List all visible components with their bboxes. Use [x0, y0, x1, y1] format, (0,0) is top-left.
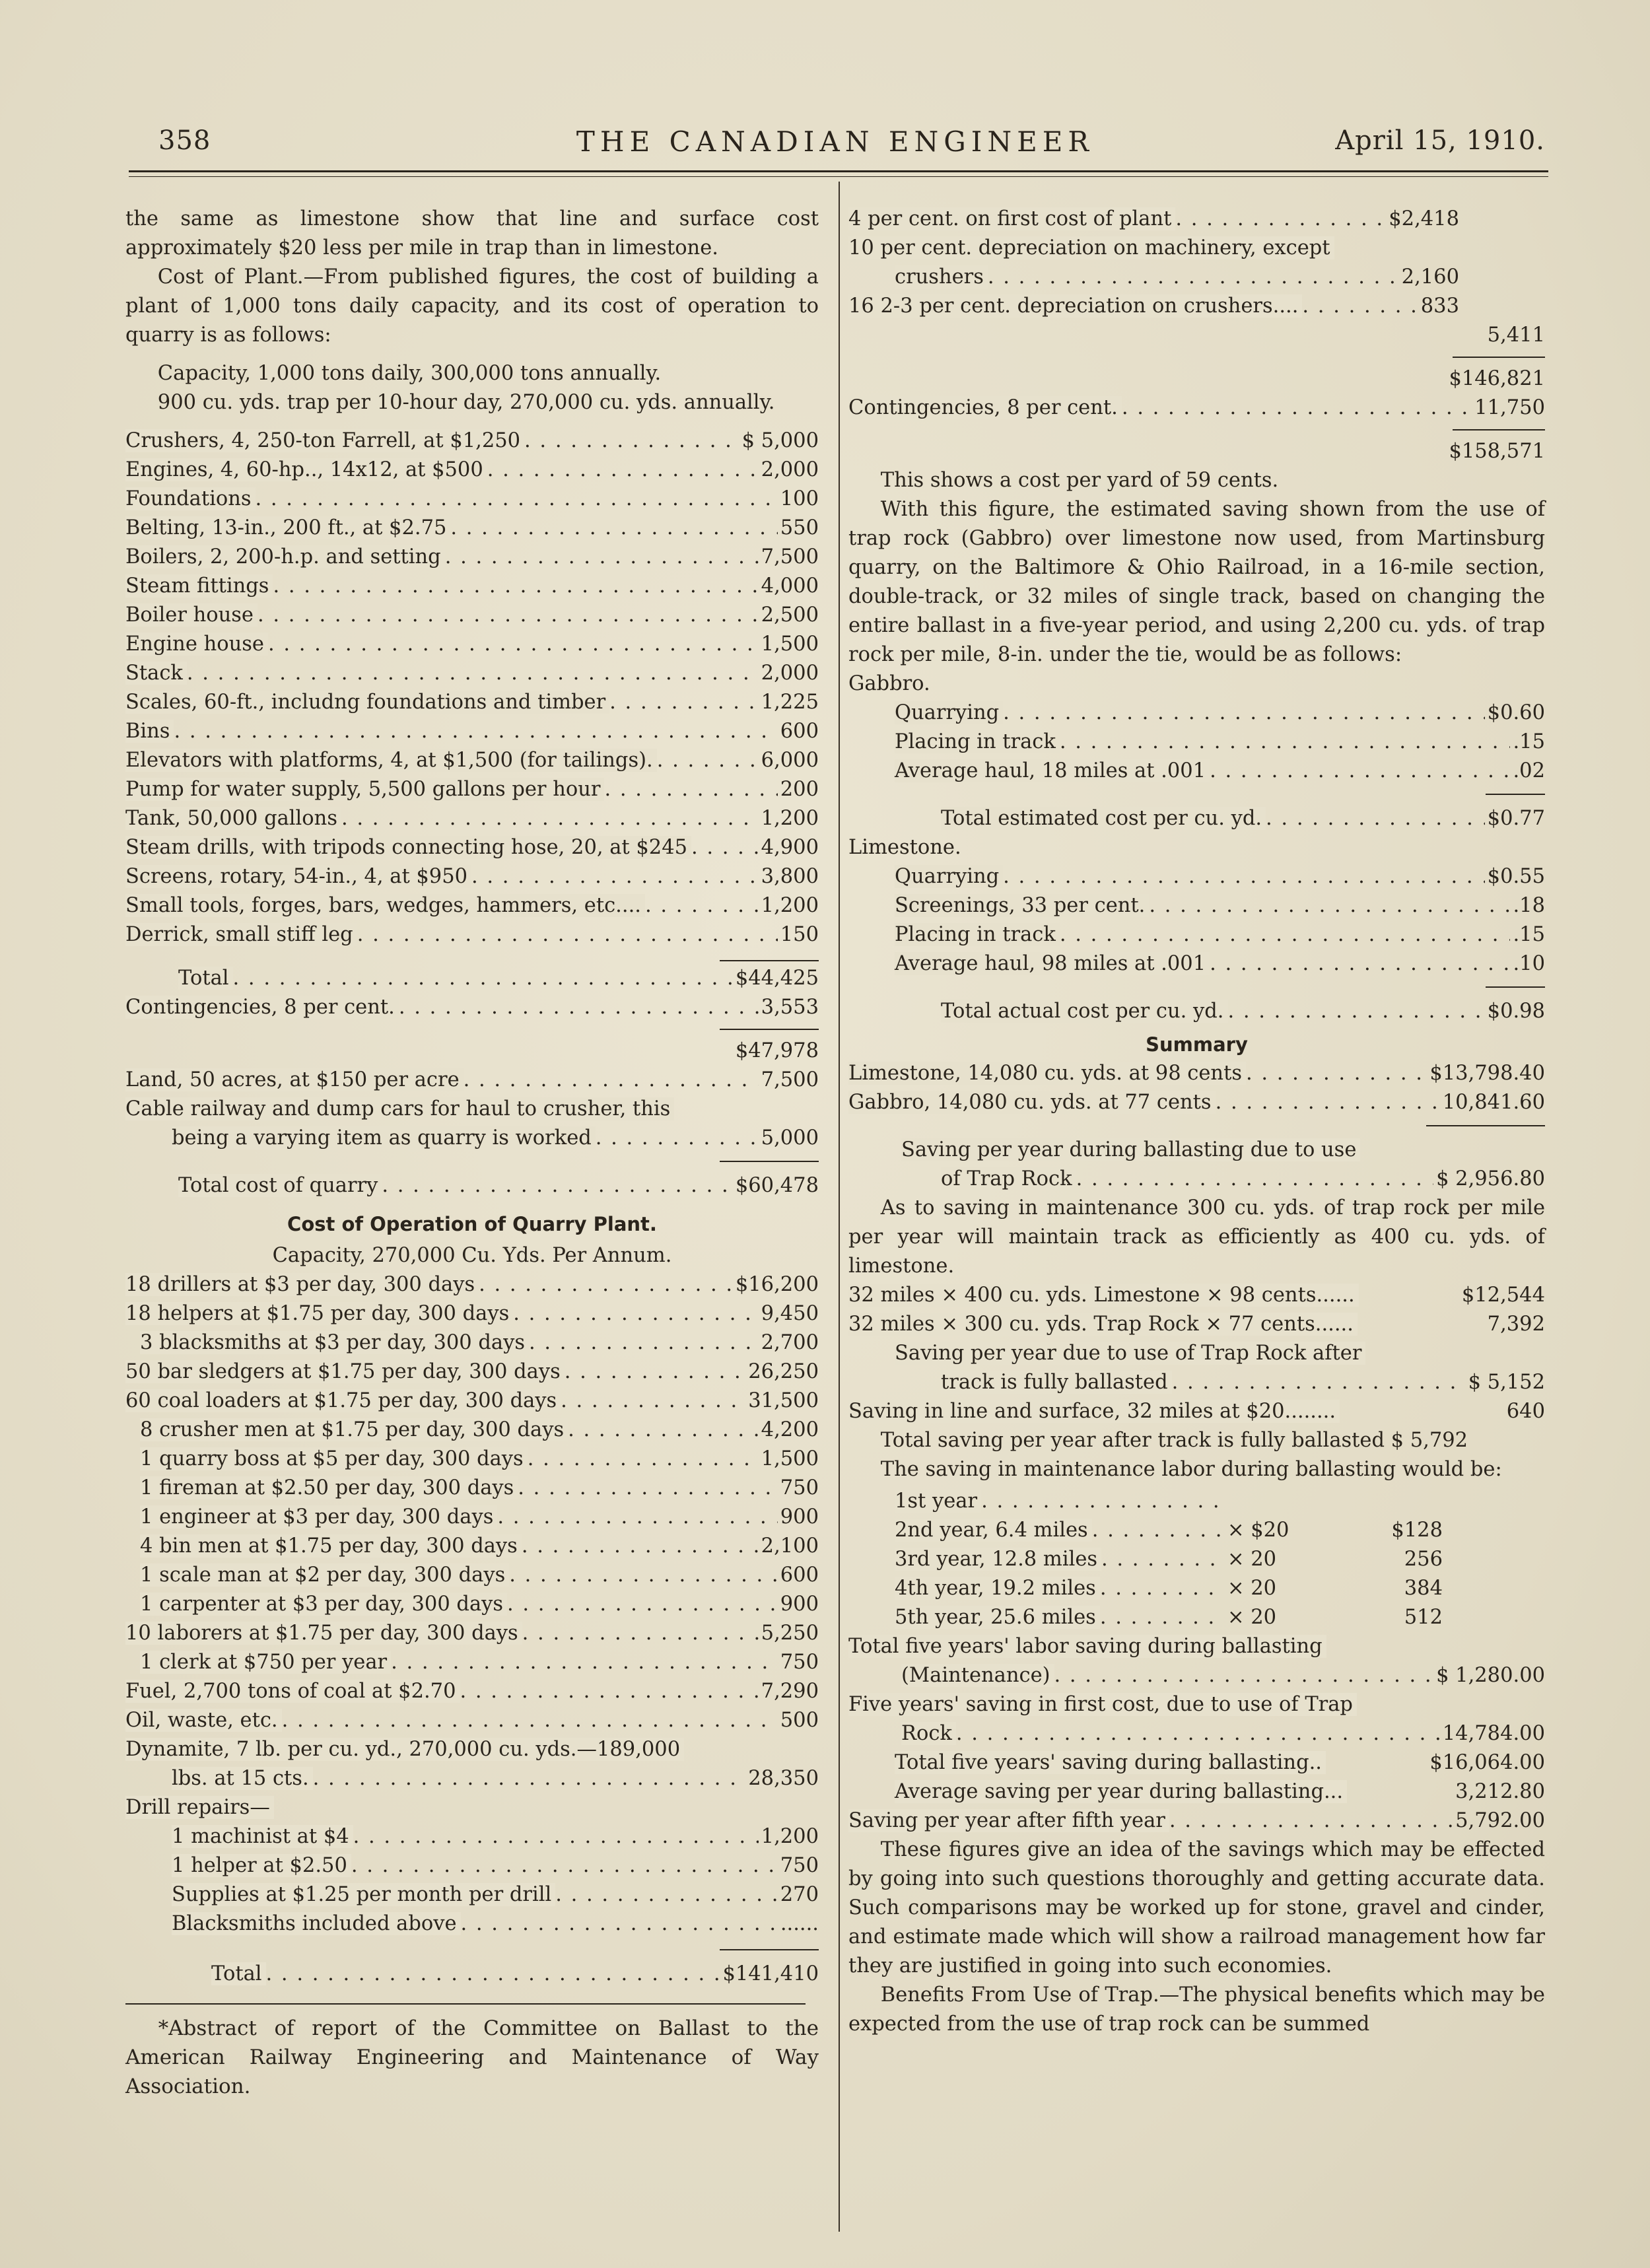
table-row: [848, 728, 1545, 757]
line-surface-amount: 640: [1506, 1400, 1545, 1423]
row-amount: 9,450: [761, 1302, 819, 1325]
row-calc: × 20: [1227, 1577, 1277, 1600]
row-label: Screenings, 33 per cent.: [895, 894, 1149, 917]
gabbro-total-amount: $0.77: [1487, 807, 1545, 830]
row-label: 1 fireman at $2.50 per day, 300 days: [140, 1476, 518, 1499]
table-row: [125, 833, 819, 862]
row-label: Average haul, 18 miles at .001: [895, 759, 1210, 782]
row-label: 1st year: [895, 1490, 981, 1513]
op-total-row: [125, 1960, 819, 1989]
benefits-paragraph: Benefits From Use of Trap.—The physical benefits which may be expected from the use of trap rock can be summed: [848, 1983, 1545, 2036]
total-quarry-amount: $60,478: [735, 1174, 819, 1197]
depreciation-table: [848, 205, 1545, 321]
maintenance-paragraph: As to saving in maintenance 300 cu. yds. of trap rock per mile per year will maintain track as efficiently as 400 cu. yds. of limestone.: [848, 1196, 1545, 1278]
row-label: Stack: [125, 662, 187, 685]
row-amount: 256: [1404, 1548, 1443, 1571]
table-row: [848, 263, 1545, 292]
row-label: Screens, rotary, 54-in., 4, at $950: [125, 865, 471, 888]
row-amount: 2,000: [761, 662, 819, 685]
line-surface-row: [848, 1397, 1545, 1426]
table-row: [848, 920, 1545, 949]
row-label: 3 blacksmiths at $3 per day, 300 days: [140, 1331, 529, 1354]
sub2-row: [848, 364, 1545, 394]
drill-repairs-label: Drill repairs—: [125, 1796, 274, 1819]
row-amount: 2,100: [761, 1534, 819, 1558]
row-amount: .15: [1513, 923, 1545, 946]
row-label: Bins: [125, 720, 174, 743]
operation-cost-table: [125, 1270, 819, 1735]
after-fifth-label: Saving per year after fifth year: [848, 1809, 1169, 1832]
table-row: [848, 862, 1545, 891]
gabbro-table: [848, 699, 1545, 786]
row-label: 18 helpers at $1.75 per day, 300 days: [125, 1302, 513, 1325]
summary-heading: Summary: [1146, 1033, 1248, 1056]
five-labor-row-1: [848, 1632, 1545, 1661]
sum-rule: [1486, 986, 1545, 988]
sub3-row: [848, 437, 1545, 466]
row-amount: 7,392: [1487, 1313, 1545, 1336]
row-amount: 1,225: [761, 691, 819, 714]
table-row: [125, 920, 819, 949]
table-row: [125, 1270, 819, 1299]
table-row: [125, 1328, 819, 1357]
saving-row-2: [848, 1165, 1545, 1194]
row-calc: × $20: [1227, 1519, 1289, 1542]
table-row: [848, 1281, 1545, 1310]
table-row: [125, 717, 819, 746]
row-amount: 900: [780, 1593, 819, 1616]
table-row: [125, 1909, 819, 1939]
drill-repairs-row: [125, 1793, 819, 1822]
gabbro-total-label: Total estimated cost per cu. yd.: [941, 807, 1266, 830]
capacity-line-2: 900 cu. yds. trap per 10-hour day, 270,000 cu. yds. annually.: [157, 391, 775, 414]
row-label: 4 bin men at $1.75 per day, 300 days: [140, 1534, 522, 1558]
table-row: [125, 601, 819, 630]
dynamite-row-2: [125, 1764, 819, 1793]
row-label: 10 laborers at $1.75 per day, 300 days: [125, 1622, 522, 1645]
row-amount: 2,000: [761, 458, 819, 481]
row-label: Small tools, forges, bars, wedges, hammers, etc....: [125, 894, 645, 917]
row-label: Supplies at $1.25 per month per drill: [172, 1883, 555, 1906]
table-row: [125, 688, 819, 717]
table-row: [125, 1387, 819, 1416]
row-label: crushers: [895, 265, 988, 289]
row-amount: 4,000: [761, 574, 819, 598]
plant-total-label: Total: [178, 967, 233, 990]
table-row: [848, 1059, 1545, 1088]
row-calc: × 20: [1227, 1606, 1277, 1629]
row-amount: $12,544: [1461, 1284, 1545, 1307]
row-amount: 1,200: [761, 894, 819, 917]
plant-cost-table: [125, 427, 819, 949]
limestone-total-row: [848, 997, 1545, 1026]
column-divider: [839, 182, 840, 2232]
table-row: [125, 630, 819, 659]
limestone-table: [848, 862, 1545, 979]
row-amount: $13,798.40: [1429, 1062, 1545, 1085]
total-quarry-label: Total cost of quarry: [178, 1174, 382, 1197]
row-amount: 4,200: [761, 1418, 819, 1441]
cable-label-1: Cable railway and dump cars for haul to crusher, this: [125, 1097, 674, 1120]
cable-amount: 5,000: [761, 1126, 819, 1150]
five-first-label-1: Five years' saving in first cost, due to use of Trap: [848, 1693, 1357, 1716]
row-label: Foundations: [125, 487, 256, 510]
cable-row-2: [125, 1124, 819, 1153]
row-amount: .18: [1513, 894, 1545, 917]
plant-total-amount: $44,425: [735, 967, 819, 990]
limestone-total-label: Total actual cost per cu. yd.: [941, 1000, 1228, 1023]
contingencies-right-label: Contingencies, 8 per cent.: [848, 396, 1122, 419]
saving-amount: $ 2,956.80: [1436, 1167, 1545, 1190]
row-amount: .02: [1513, 759, 1545, 782]
row-label: 4th year, 19.2 miles: [895, 1577, 1100, 1600]
sum-rule: [1486, 794, 1545, 795]
table-row: [125, 1851, 819, 1880]
row-amount: 500: [780, 1709, 819, 1732]
left-column: [125, 205, 819, 2101]
contingencies-amount: 3,553: [761, 996, 819, 1019]
row-amount: $16,200: [735, 1273, 819, 1296]
avg-row: [848, 1777, 1545, 1806]
dynamite-label-2: lbs. at 15 cts.: [172, 1767, 313, 1790]
table-row: [125, 1532, 819, 1561]
cable-label-2: being a varying item as quarry is worked: [172, 1126, 596, 1150]
row-label: 1 scale man at $2 per day, 300 days: [140, 1564, 509, 1587]
footnote: *Abstract of report of the Committee on Ballast to the American Railway Engineering and Maintenance of Way Association.: [125, 2016, 819, 2098]
row-amount: 833: [1420, 294, 1459, 318]
table-row: [125, 1822, 819, 1851]
saving-row-1: [848, 1136, 1545, 1165]
row-amount: 750: [780, 1854, 819, 1877]
row-label: Scales, 60-ft., includng foundations and timber: [125, 691, 609, 714]
table-row: [848, 1088, 1545, 1117]
table-row: [848, 234, 1545, 263]
table-row: [848, 1487, 1443, 1516]
table-row: [848, 1516, 1443, 1545]
row-amount: 2,500: [761, 603, 819, 627]
total-saving-line: Total saving per year after track is fully ballasted $ 5,792: [880, 1429, 1468, 1452]
row-amount: $2,418: [1389, 207, 1459, 230]
row-label: Crushers, 4, 250-ton Farrell, at $1,250: [125, 429, 524, 452]
table-row: [125, 1590, 819, 1619]
table-row: [125, 1299, 819, 1328]
row-label: Steam fittings: [125, 574, 273, 598]
op-total-amount: $141,410: [722, 1962, 819, 1985]
table-row: [125, 1445, 819, 1474]
total-quarry-row: [125, 1171, 819, 1200]
row-label: Placing in track: [895, 923, 1060, 946]
intro-paragraph: the same as limestone show that line and surface cost approximately $20 less per mile in trap than in limestone.: [125, 207, 819, 259]
row-label: Quarrying: [895, 701, 1003, 724]
cable-row-1: [125, 1095, 819, 1124]
row-label: Placing in track: [895, 730, 1060, 753]
row-label: Derrick, small stiff leg: [125, 923, 357, 946]
row-amount: 750: [780, 1651, 819, 1674]
row-label: 1 carpenter at $3 per day, 300 days: [140, 1593, 507, 1616]
table-row: [125, 775, 819, 804]
five-labor-amount: $ 1,280.00: [1436, 1664, 1545, 1687]
estimate-paragraph: With this figure, the estimated saving shown from the use of trap rock (Gabbro) over limestone now used, from Martinsburg quarry, on the Baltimore & Ohio Railroad, in a 16-mile section, double-track, or 32 miles of single track, based on changing the entire ballast in a five-year period, and using 2,200 cu. yds. of trap rock per mile, 8-in. under the tie, would be as follows:: [848, 498, 1545, 666]
header-rule-thin: [129, 176, 1548, 177]
five-first-row-1: [848, 1690, 1545, 1719]
row-amount: 384: [1404, 1577, 1443, 1600]
row-amount: 600: [780, 1564, 819, 1587]
footnote-rule: [125, 2003, 806, 2005]
sum-rule: [720, 1161, 819, 1162]
row-label: 1 engineer at $3 per day, 300 days: [140, 1505, 497, 1529]
table-row: [125, 862, 819, 891]
row-amount: 550: [780, 516, 819, 539]
table-row: [848, 1603, 1443, 1632]
table-row: [848, 1574, 1443, 1603]
saving-after-row-1: [848, 1339, 1545, 1368]
row-amount: 750: [780, 1476, 819, 1499]
row-label: Average haul, 98 miles at .001: [895, 952, 1210, 975]
line-surface-label: Saving in line and surface, 32 miles at $20........: [848, 1400, 1340, 1423]
five-labor-row-2: [848, 1661, 1545, 1690]
row-amount: 1,200: [761, 807, 819, 830]
table-row: [125, 427, 819, 456]
row-amount: 4,900: [761, 836, 819, 859]
five-first-row-2: [848, 1719, 1545, 1748]
row-amount: 100: [780, 487, 819, 510]
dynamite-amount: 28,350: [748, 1767, 819, 1790]
five-first-label-2: Rock: [901, 1722, 956, 1745]
row-label: 4 per cent. on first cost of plant: [848, 207, 1175, 230]
row-label: Gabbro, 14,080 cu. yds. at 77 cents: [848, 1091, 1216, 1114]
five-total-row: [848, 1748, 1545, 1777]
row-label: Quarrying: [895, 865, 1003, 888]
op-total-label: Total: [211, 1962, 266, 1985]
dynamite-label-1: Dynamite, 7 lb. per cu. yd., 270,000 cu. yds.—189,000: [125, 1738, 684, 1761]
table-row: [125, 1561, 819, 1590]
table-row: [848, 205, 1545, 234]
row-calc: × 20: [1227, 1548, 1277, 1571]
row-label: Blacksmiths included above: [172, 1912, 461, 1935]
table-row: [125, 1648, 819, 1677]
saving-after-row-2: [848, 1368, 1545, 1397]
row-amount: 5,250: [761, 1622, 819, 1645]
saving-label-1: Saving per year during ballasting due to use: [901, 1138, 1360, 1161]
row-amount: 150: [780, 923, 819, 946]
cost-of-plant-paragraph: Cost of Plant.—From published figures, the cost of building a plant of 1,000 tons daily capacity, and its cost of operation to quarry is as follows:: [125, 265, 819, 347]
five-first-amount: 14,784.00: [1442, 1722, 1545, 1745]
row-amount: 2,700: [761, 1331, 819, 1354]
row-label: Engines, 4, 60-hp.., 14x12, at $500: [125, 458, 487, 481]
sub1-row: [848, 321, 1545, 350]
row-amount: 6,000: [761, 749, 819, 772]
drill-repairs-table: [125, 1822, 819, 1939]
sum-rule: [720, 1949, 819, 1950]
table-row: [125, 1416, 819, 1445]
table-row: [848, 292, 1545, 321]
capacity-line-1: Capacity, 1,000 tons daily, 300,000 tons annually.: [157, 362, 662, 385]
table-row: [125, 1357, 819, 1387]
limestone-label: Limestone.: [848, 836, 961, 859]
table-row: [125, 456, 819, 485]
row-label: 60 coal loaders at $1.75 per day, 300 days: [125, 1389, 561, 1412]
operation-heading: Cost of Operation of Quarry Plant.: [287, 1213, 657, 1235]
row-label: Tank, 50,000 gallons: [125, 807, 341, 830]
sum-rule: [1453, 357, 1545, 358]
row-label: 8 crusher men at $1.75 per day, 300 days: [140, 1418, 568, 1441]
row-label: 50 bar sledgers at $1.75 per day, 300 days: [125, 1360, 565, 1383]
figures-paragraph: These figures give an idea of the savings which may be effected by going into such questions thoroughly and getting accurate data. Such comparisons may be worked up for stone, gravel and cinder, and estimate made which will show a railroad management how far they are justified in going into such economies.: [848, 1838, 1545, 1977]
journal-title: THE CANADIAN ENGINEER: [576, 125, 1095, 158]
row-amount: $0.60: [1487, 701, 1545, 724]
row-label: Engine house: [125, 633, 268, 656]
row-label: Boiler house: [125, 603, 258, 627]
row-label: 32 miles × 300 cu. yds. Trap Rock × 77 cents......: [848, 1313, 1358, 1336]
row-amount: .10: [1513, 952, 1545, 975]
page-number: 358: [158, 125, 211, 156]
cost-per-yard: This shows a cost per yard of 59 cents.: [880, 469, 1279, 492]
saving-label-2: of Trap Rock: [941, 1167, 1076, 1190]
table-row: [125, 1706, 819, 1735]
after-fifth-row: [848, 1806, 1545, 1836]
plant-total-row: [125, 964, 819, 993]
table-row: [125, 514, 819, 543]
row-amount: 7,500: [761, 545, 819, 568]
row-label: 1 clerk at $750 per year: [140, 1651, 391, 1674]
limestone-total-amount: $0.98: [1487, 1000, 1545, 1023]
year-table: [848, 1487, 1443, 1632]
table-row: [125, 804, 819, 833]
row-label: Fuel, 2,700 tons of coal at $2.70: [125, 1680, 460, 1703]
table-row: [125, 572, 819, 601]
row-label: Pump for water supply, 5,500 gallons per hour: [125, 778, 604, 801]
right-column: [848, 205, 1545, 2039]
header-rule: [129, 170, 1548, 172]
row-amount: 31,500: [748, 1389, 819, 1412]
row-label: Belting, 13-in., 200 ft., at $2.75: [125, 516, 450, 539]
row-label: 1 helper at $2.50: [172, 1854, 351, 1877]
gabbro-total-row: [848, 804, 1545, 833]
row-amount: 7,290: [761, 1680, 819, 1703]
avg-label: Average saving per year during ballasting...: [895, 1780, 1347, 1803]
avg-amount: 3,212.80: [1455, 1780, 1545, 1803]
row-amount: ......: [780, 1912, 819, 1935]
saving-after-amount: $ 5,152: [1468, 1371, 1545, 1394]
row-label: 16 2-3 per cent. depreciation on crushers....: [848, 294, 1302, 318]
row-label: 10 per cent. depreciation on machinery, except: [848, 236, 1334, 259]
row-amount: 270: [780, 1883, 819, 1906]
land-row: [125, 1066, 819, 1095]
row-label: 3rd year, 12.8 miles: [895, 1548, 1101, 1571]
row-amount: 2,160: [1401, 265, 1459, 289]
row-amount: 1,200: [761, 1825, 819, 1848]
row-amount: $128: [1391, 1519, 1443, 1542]
gabbro-label: Gabbro.: [848, 672, 930, 695]
table-row: [125, 1677, 819, 1706]
land-label: Land, 50 acres, at $150 per acre: [125, 1068, 464, 1091]
table-row: [848, 699, 1545, 728]
contingencies-label: Contingencies, 8 per cent.: [125, 996, 399, 1019]
miles-table: [848, 1281, 1545, 1339]
issue-date: April 15, 1910.: [1335, 125, 1545, 156]
sum-rule: [720, 1029, 819, 1030]
table-row: [125, 659, 819, 688]
table-row: [125, 891, 819, 920]
sum-rule: [1426, 1125, 1545, 1126]
row-amount: $0.55: [1487, 865, 1545, 888]
table-row: [125, 1619, 819, 1648]
row-amount: 3,800: [761, 865, 819, 888]
row-label: 1 machinist at $4: [172, 1825, 353, 1848]
row-label: 5th year, 25.6 miles: [895, 1606, 1100, 1629]
five-labor-label-2: (Maintenance): [901, 1664, 1054, 1687]
operation-capacity: Capacity, 270,000 Cu. Yds. Per Annum.: [272, 1244, 672, 1267]
subtotal-row: [125, 1037, 819, 1066]
table-row: [848, 1545, 1443, 1574]
table-row: [848, 1310, 1545, 1339]
five-total-label: Total five years' saving during ballasting..: [895, 1751, 1326, 1774]
table-row: [848, 891, 1545, 920]
row-amount: 10,841.60: [1442, 1091, 1545, 1114]
row-label: Oil, waste, etc.: [125, 1709, 282, 1732]
row-amount: 200: [780, 778, 819, 801]
table-row: [125, 543, 819, 572]
table-row: [125, 1503, 819, 1532]
subtotal-amount: $47,978: [735, 1039, 819, 1062]
row-label: 1 quarry boss at $5 per day, 300 days: [140, 1447, 528, 1470]
table-row: [848, 757, 1545, 786]
contingencies-row: [125, 993, 819, 1022]
dynamite-row-1: [125, 1735, 819, 1764]
row-amount: $ 5,000: [741, 429, 819, 452]
sum-rule: [720, 960, 819, 961]
labor-intro: The saving in maintenance labor during ballasting would be:: [880, 1458, 1502, 1481]
five-total-amount: $16,064.00: [1429, 1751, 1545, 1774]
saving-after-label-1: Saving per year due to use of Trap Rock after: [895, 1342, 1365, 1365]
row-amount: 600: [780, 720, 819, 743]
table-row: [125, 746, 819, 775]
five-labor-label-1: Total five years' labor saving during ballasting: [848, 1635, 1326, 1658]
row-label: 18 drillers at $3 per day, 300 days: [125, 1273, 479, 1296]
row-label: Boilers, 2, 200-h.p. and setting: [125, 545, 445, 568]
sub3-amount: $158,571: [1449, 440, 1545, 463]
sub1-amount: 5,411: [1487, 324, 1545, 347]
table-row: [125, 485, 819, 514]
row-amount: .15: [1513, 730, 1545, 753]
row-label: Steam drills, with tripods connecting hose, 20, at $245: [125, 836, 691, 859]
row-amount: 26,250: [748, 1360, 819, 1383]
sum-rule: [1453, 429, 1545, 430]
after-fifth-amount: 5,792.00: [1455, 1809, 1545, 1832]
sub2-amount: $146,821: [1449, 367, 1545, 390]
row-amount: 512: [1404, 1606, 1443, 1629]
row-amount: 1,500: [761, 1447, 819, 1470]
contingencies-right-row: [848, 394, 1545, 423]
table-row: [125, 1474, 819, 1503]
row-label: Elevators with platforms, 4, at $1,500 (for tailings).: [125, 749, 657, 772]
row-amount: 1,500: [761, 633, 819, 656]
land-amount: 7,500: [761, 1068, 819, 1091]
saving-after-label-2: track is fully ballasted: [941, 1371, 1172, 1394]
page-header: [125, 125, 1545, 165]
table-row: [125, 1880, 819, 1909]
summary-table: [848, 1059, 1545, 1117]
row-label: 2nd year, 6.4 miles: [895, 1519, 1092, 1542]
contingencies-right-amount: 11,750: [1474, 396, 1545, 419]
row-label: Limestone, 14,080 cu. yds. at 98 cents: [848, 1062, 1246, 1085]
table-row: [848, 949, 1545, 979]
row-amount: 900: [780, 1505, 819, 1529]
row-label: 32 miles × 400 cu. yds. Limestone × 98 cents......: [848, 1284, 1359, 1307]
